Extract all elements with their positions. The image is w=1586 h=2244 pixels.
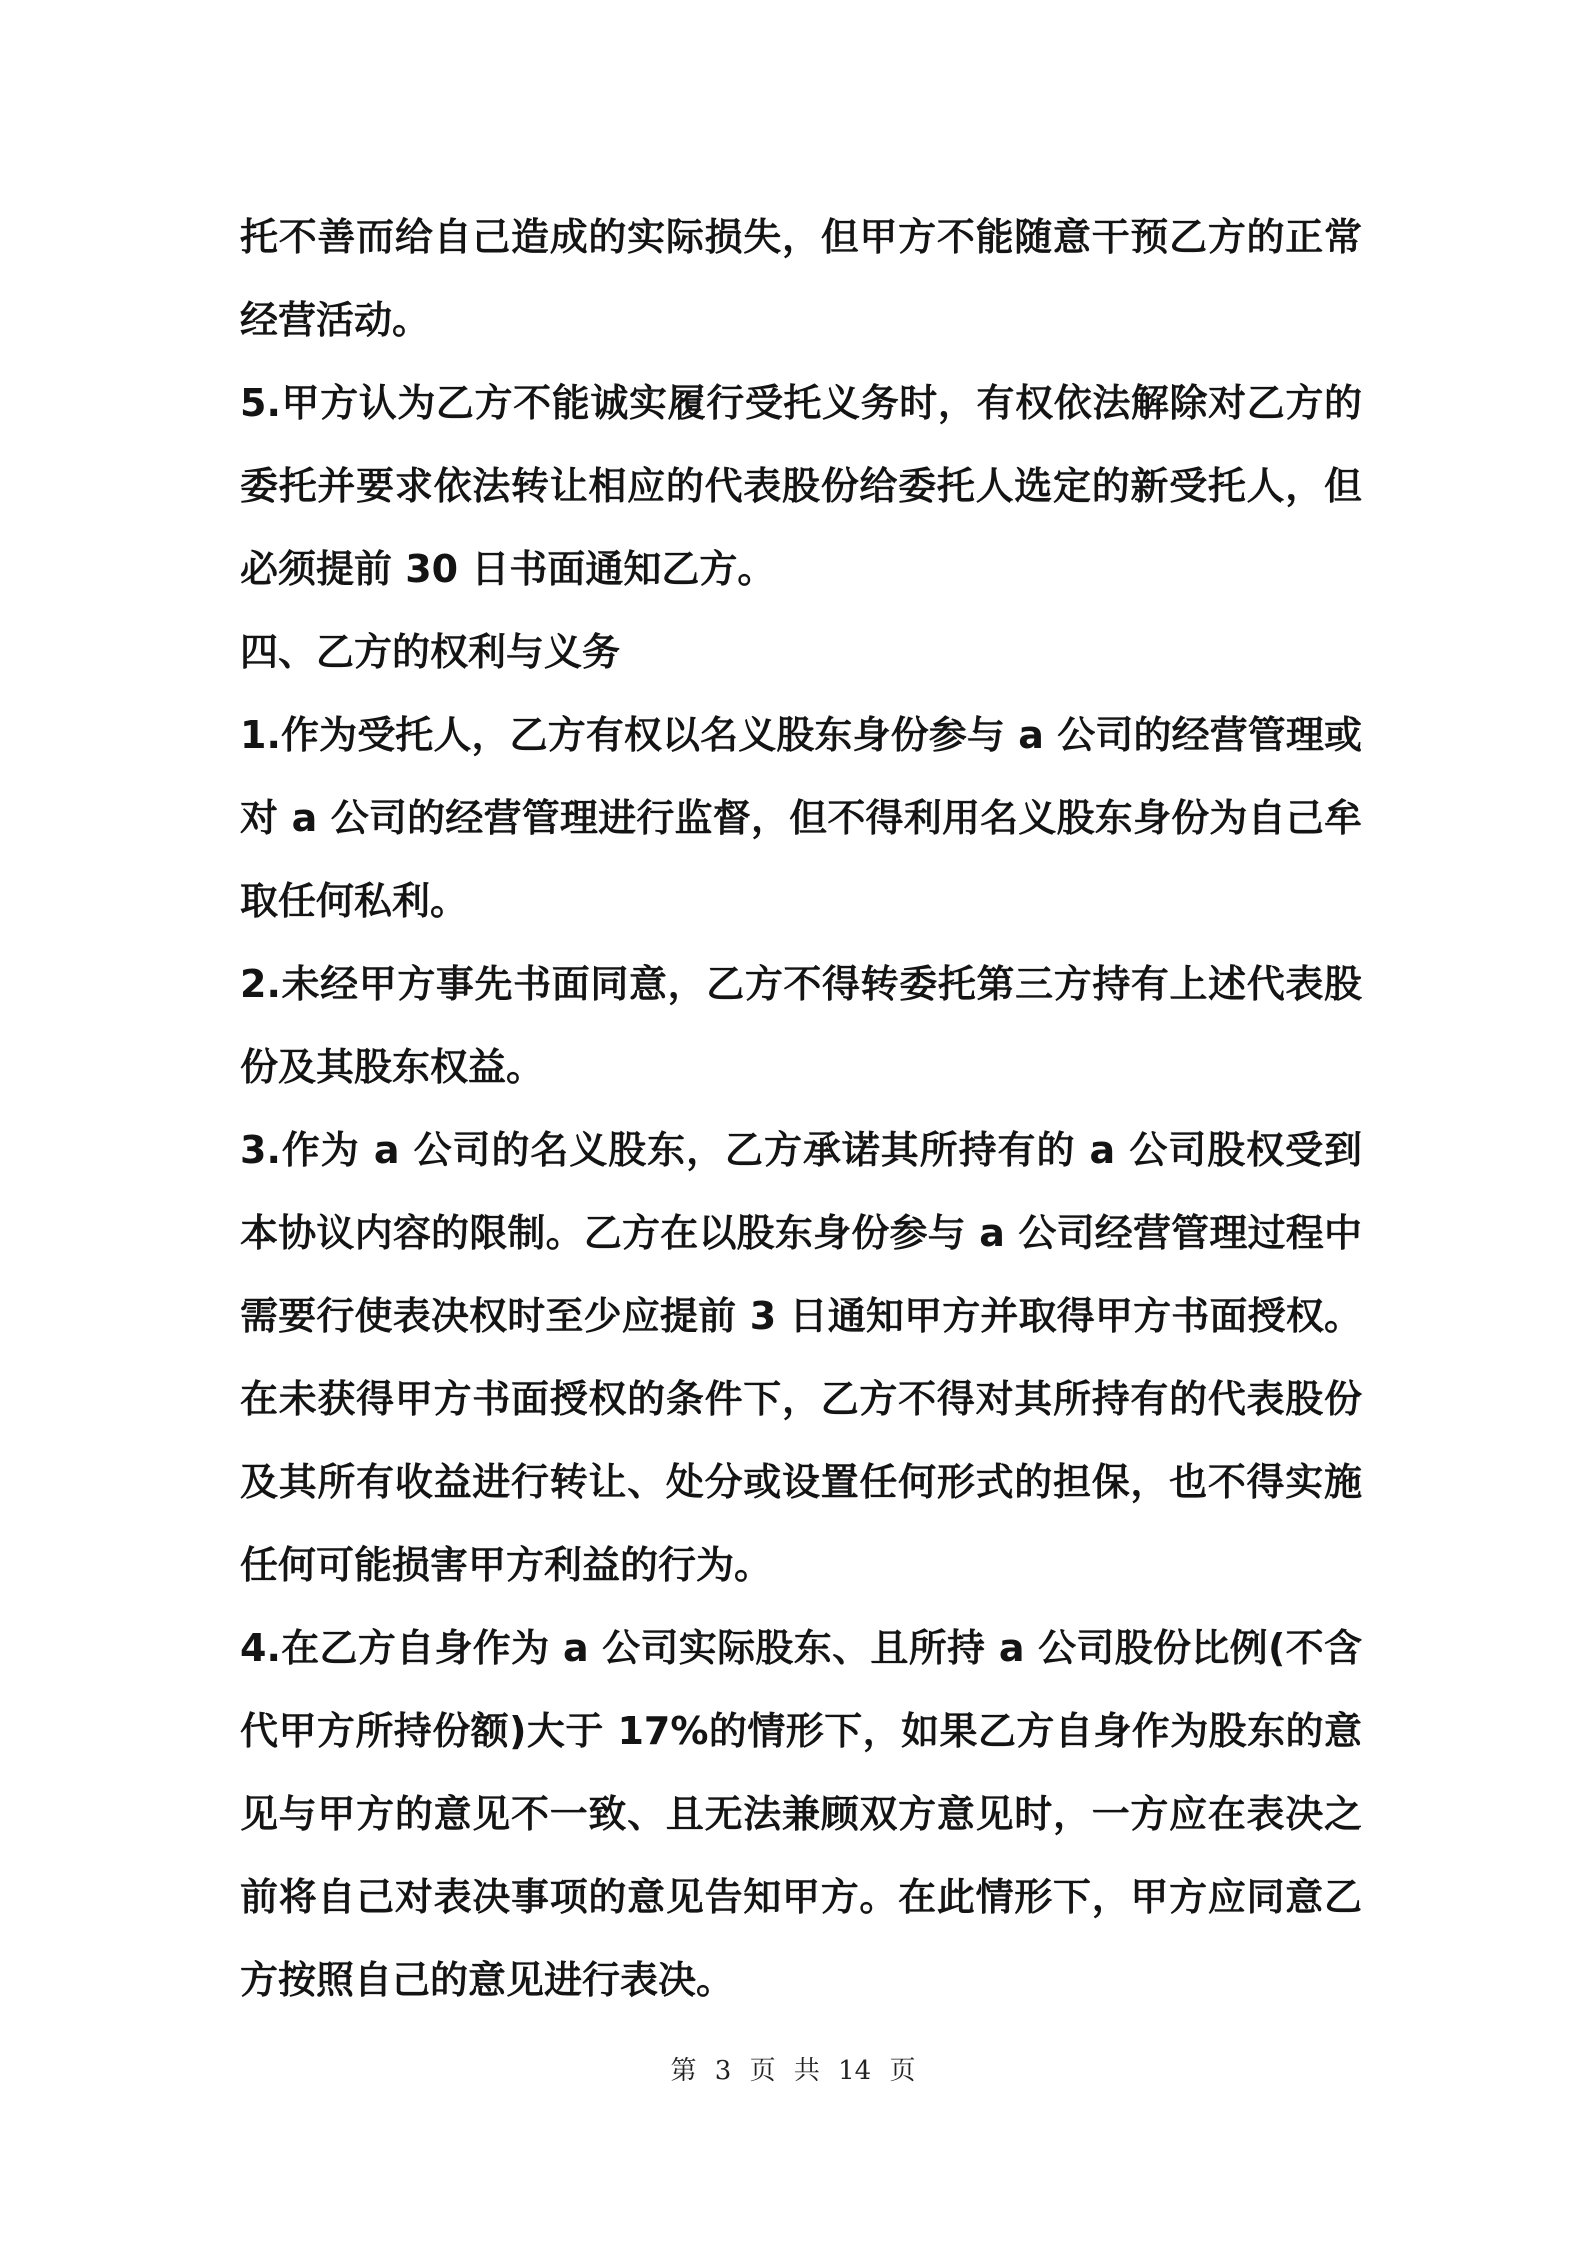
document-body (240, 196, 1362, 2022)
page-footer: 第 3 页 共 14 页 (670, 2056, 916, 2086)
clause-4-1: 1.作为受托人，乙方有权以名义股东身份参与 a 公司的经营管理或对 a 公司的经营管理进行监督，但不得利用名义股东身份为自己牟取任何私利。 (240, 713, 1362, 923)
clause-4-2: 2.未经甲方事先书面同意，乙方不得转委托第三方持有上述代表股份及其股东权益。 (240, 962, 1362, 1089)
clause-3-5: 5.甲方认为乙方不能诚实履行受托义务时，有权依法解除对乙方的委托并要求依法转让相应的代表股份给委托人选定的新受托人，但必须提前 30 日书面通知乙方。 (240, 381, 1362, 591)
clause-4-3: 3.作为 a 公司的名义股东，乙方承诺其所持有的 a 公司股权受到本协议内容的限制。乙方在以股东身份参与 a 公司经营管理过程中需要行使表决权时至少应提前 3 日通知甲方并取得甲方书面授权。在未获得甲方书面授权的条件下，乙方不得对其所持有的代表股份及其所有收益进行转让、处分或设置任何形式的担保，也不得实施任何可能损害甲方利益的行为。 (240, 1128, 1362, 1587)
paragraph-continuation: 托不善而给自己造成的实际损失，但甲方不能随意干预乙方的正常经营活动。 (240, 215, 1362, 342)
clause-4-4: 4.在乙方自身作为 a 公司实际股东、且所持 a 公司股份比例(不含代甲方所持份额)大于 17%的情形下，如果乙方自身作为股东的意见与甲方的意见不一致、且无法兼顾双方意见时，一方应在表决之前将自己对表决事项的意见告知甲方。在此情形下，甲方应同意乙方按照自己的意见进行表决。 (240, 1626, 1362, 2002)
section-heading-four: 四、乙方的权利与义务 (240, 630, 621, 674)
